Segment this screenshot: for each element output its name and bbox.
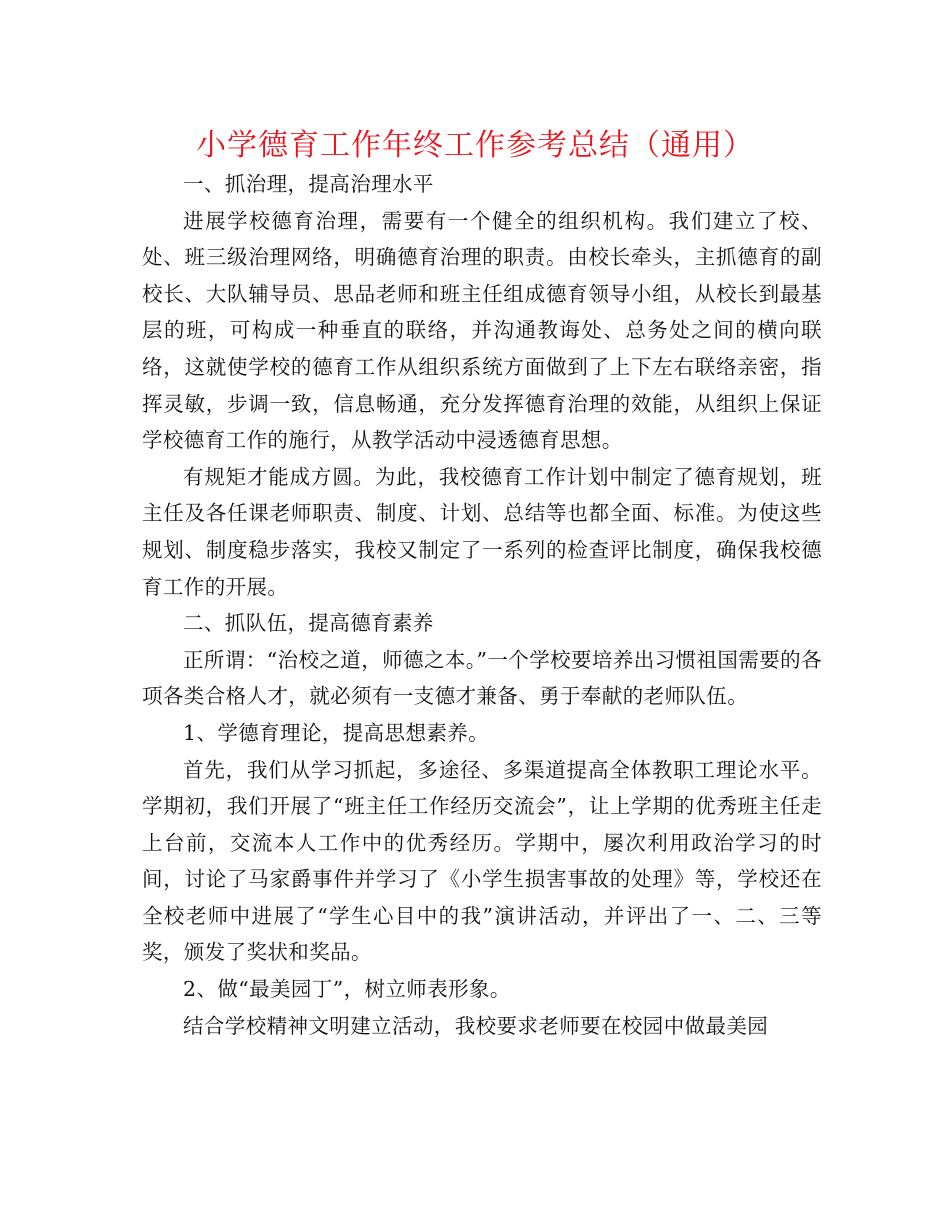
document-title: 小学德育工作年终工作参考总结（通用）: [196, 128, 754, 163]
paragraph: 首先，我们从学习抓起，多途径、多渠道提高全体教职工理论水平。学期初，我们开展了“班主任工作经历交流会”，让上学期的优秀班主任走上台前，交流本人工作中的优秀经历。学期中，屡次利用政治学习的时间，讨论了马家爵事件并学习了《小学生损害事故的处理》等，学校还在全校老师中进展了“学生心目中的我”演讲活动，并评出了一、二、三等奖，颁发了奖状和奖品。: [142, 757, 822, 965]
paragraph: 有规矩才能成方圆。为此，我校德育工作计划中制定了德育规划，班主任及各任课老师职责、制度、计划、总结等也都全面、标准。为使这些规划、制度稳步落实，我校又制定了一系列的检查评比制度，确保我校德育工作的开展。: [142, 464, 822, 599]
section-heading: 一、抓治理，提高治理水平: [183, 172, 434, 196]
paragraph: 进展学校德育治理，需要有一个健全的组织机构。我们建立了校、处、班三级治理网络，明确德育治理的职责。由校长牵头，主抓德育的副校长、大队辅导员、思品老师和班主任组成德育领导小组，从校长到最基层的班，可构成一种垂直的联络，并沟通教诲处、总务处之间的横向联络，这就使学校的德育工作从组织系统方面做到了上下左右联络亲密，指挥灵敏，步调一致，信息畅通，充分发挥德育治理的效能，从组织上保证学校德育工作的施行，从教学活动中浸透德育思想。: [142, 208, 822, 453]
subsection-heading: 2、做“最美园丁”，树立师表形象。: [183, 977, 511, 1002]
subsection-heading: 1、学德育理论，提高思想素养。: [183, 720, 490, 745]
section-heading: 二、抓队伍，提高德育素养: [183, 611, 434, 636]
paragraph: 正所谓：“治校之道，师德之本。”一个学校要培养出习惯祖国需要的各项各类合格人才，就必须有一支德才兼备、勇于奉献的老师队伍。: [142, 647, 822, 709]
paragraph: 结合学校精神文明建立活动，我校要求老师要在校园中做最美园: [183, 1013, 769, 1038]
document-body: [142, 166, 822, 1044]
